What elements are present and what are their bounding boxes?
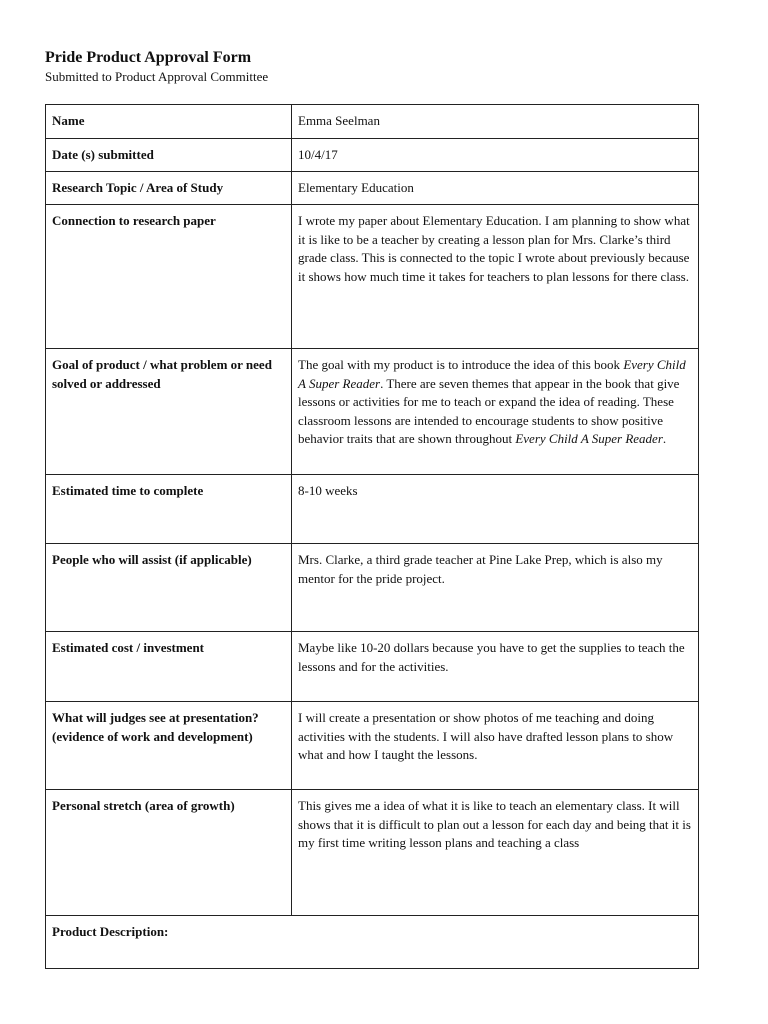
form-subtitle: Submitted to Product Approval Committee — [45, 69, 269, 84]
table-row-goal — [46, 349, 699, 475]
table-row-people — [46, 544, 699, 632]
goal-text-part2: . There are seven themes that appear in the book that give lessons or activities for me to teach or expand the idea of reading. These classroom lessons are intended to encourage students to show positive behavior traits that are shown throughout — [298, 375, 680, 446]
table-row-topic — [46, 172, 699, 205]
cost-value: Maybe like 10-20 dollars because you have to get the supplies to teach the lessons and for the activities. — [292, 632, 699, 702]
book-title-1: Every Child A Super Reader — [298, 357, 686, 391]
name-value: Emma Seelman — [292, 105, 699, 139]
goal-text-part3: . — [662, 431, 667, 446]
description-label: Product Description: — [46, 916, 699, 969]
goal-label: Goal of product / what problem or need solved or addressed — [46, 349, 292, 475]
stretch-value: This gives me a idea of what it is like to teach an elementary class. It will shows that it is difficult to plan out a lesson for each day and being that it is my first time writing lesson plans and teaching a class — [292, 790, 699, 916]
table-row-connection — [46, 205, 699, 349]
topic-value: Elementary Education — [292, 172, 699, 205]
judges-label: What will judges see at presentation? (evidence of work and development) — [46, 702, 292, 790]
table-row-judges — [46, 702, 699, 790]
time-value: 8-10 weeks — [292, 475, 699, 544]
date-label: Date (s) submitted — [46, 139, 292, 172]
book-title-2: Every Child A Super Reader — [515, 431, 663, 446]
table-row-stretch — [46, 790, 699, 916]
table-row-time — [46, 475, 699, 544]
topic-label: Research Topic / Area of Study — [46, 172, 292, 205]
cost-label: Estimated cost / investment — [46, 632, 292, 702]
judges-value: I will create a presentation or show photos of me teaching and doing activities with the students. I will also have drafted lesson plans to show what and how I taught the lessons. — [292, 702, 699, 790]
people-value: Mrs. Clarke, a third grade teacher at Pine Lake Prep, which is also my mentor for the pride project. — [292, 544, 699, 632]
goal-value — [292, 349, 699, 475]
goal-text-part1: The goal with my product is to introduce the idea of this book — [298, 357, 624, 372]
time-label: Estimated time to complete — [46, 475, 292, 544]
people-label: People who will assist (if applicable) — [46, 544, 292, 632]
connection-value: I wrote my paper about Elementary Education. I am planning to show what it is like to be a teacher by creating a lesson plan for Mrs. Clarke’s third grade class. This is connected to the topic I wrote about previously because it shows how much time it takes for teachers to plan lessons for there class. — [292, 205, 699, 349]
connection-label: Connection to research paper — [46, 205, 292, 349]
table-row-description — [46, 916, 699, 969]
table-row-date — [46, 139, 699, 172]
approval-form-table — [45, 104, 699, 969]
table-row-cost — [46, 632, 699, 702]
stretch-label: Personal stretch (area of growth) — [46, 790, 292, 916]
table-row-name — [46, 105, 699, 139]
name-label: Name — [46, 105, 292, 139]
form-title: Pride Product Approval Form — [45, 49, 252, 66]
date-value: 10/4/17 — [292, 139, 699, 172]
